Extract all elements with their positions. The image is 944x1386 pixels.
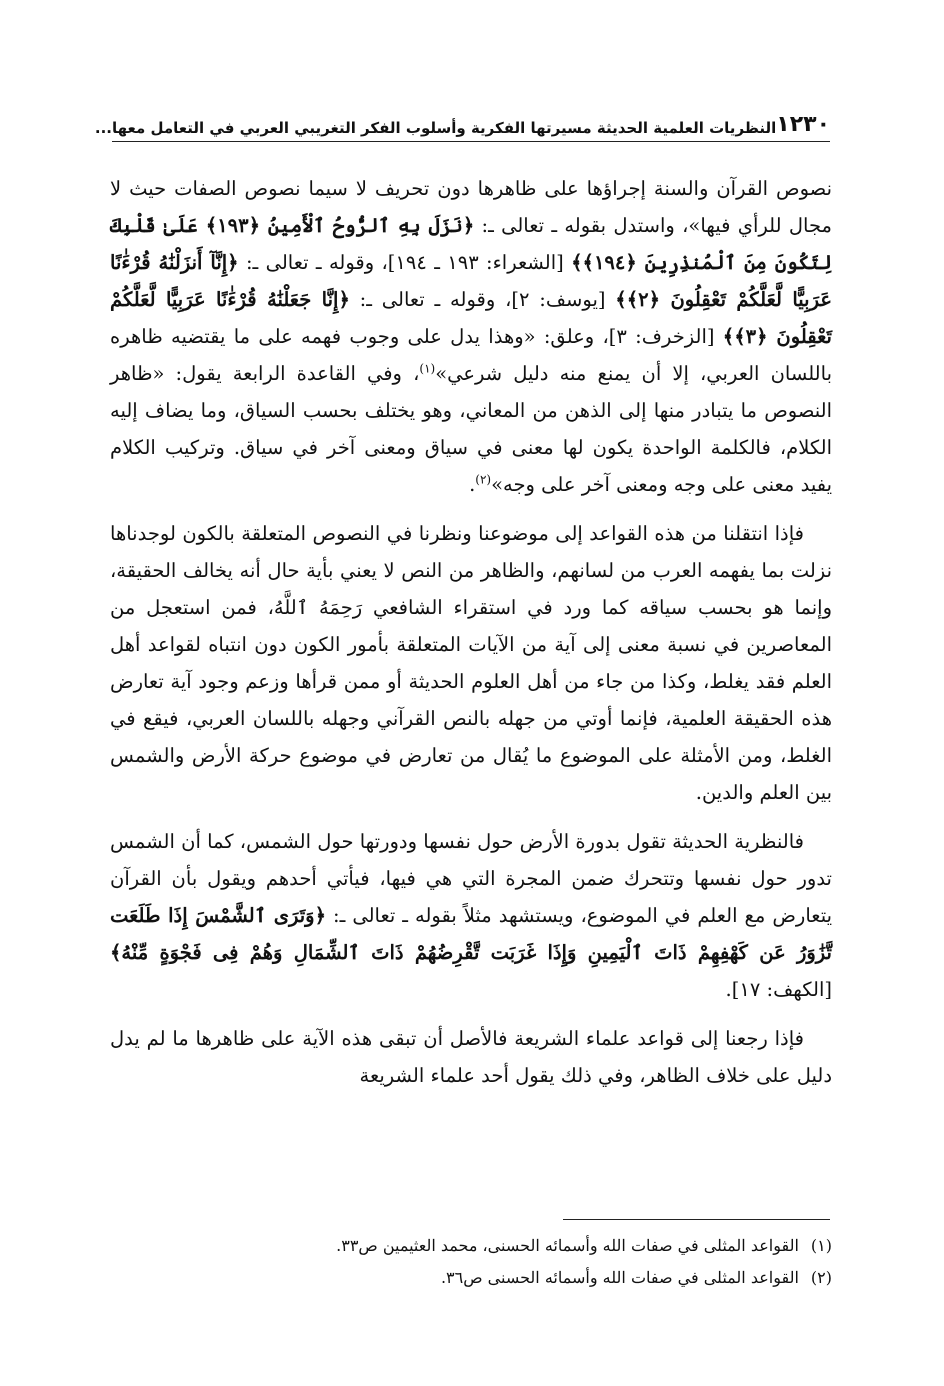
footnote-1 — [110, 1230, 832, 1262]
text-span: [الكهف: ١٧]. — [725, 978, 832, 1001]
paragraph-1 — [110, 170, 832, 503]
text-span: [يوسف: ٢]، وقوله ـ تعالى ـ: — [349, 288, 616, 311]
running-header — [94, 102, 830, 142]
running-title: النظريات العلمية الحديثة مسيرتها الفكرية وأسلوب الفكر التغريبي العربي في التعامل معها... — [94, 119, 777, 137]
text-span: [الشعراء: ١٩٣ ـ ١٩٤]، وقوله ـ تعالى ـ: — [238, 251, 572, 274]
footnote-text: القواعد المثلى في صفات الله وأسمائه الحسنى ص٣٦. — [440, 1268, 799, 1287]
footnote-divider — [563, 1219, 830, 1220]
footnote-ref-2[interactable]: (٢) — [475, 472, 492, 487]
text-span: نصوص القرآن والسنة إجراؤها على ظاهرها دون تحريف لا سيما نصوص الصفات حيث لا مجال للرأي فيها»، واستدل بقوله ـ تعالى ـ: — [110, 177, 832, 237]
footnotes — [110, 1230, 832, 1294]
text-span: . — [469, 473, 476, 496]
paragraph-2: فإذا انتقلنا من هذه القواعد إلى موضوعنا ونظرنا في النصوص المتعلقة بالكون لوجدناها نزلت بما يفهمه العرب من لسانهم، والظاهر من النص لا يعني بأية حال أنه يخالف الحقيقة، وإنما هو بحسب سياقه كما ورد في استقراء الشافعي رَحِمَهُ ٱللَّهُ، فمن استعجل من المعاصرين في نسبة معنى إلى آية من الآيات المتعلقة بأمور الكون دون انتباه لقواعد أهل العلم فقد يغلط، وكذا من جاء من أهل العلوم الحديثة أو ممن قرأها وزعم وجود آية تعارض هذه الحقيقة العلمية، فإنما أوتي من جهله بالنص القرآني وجهله باللسان العربي، فيقع في الغلط، ومن الأمثلة على الموضوع ما يُقال من تعارض في موضوع حركة الأرض والشمس بين العلم والدين. — [110, 522, 832, 804]
footnote-number: (١) — [810, 1236, 832, 1255]
quran-verse-yusuf: ﴿إِنَّآ أَنزَلْنَٰهُ قُرْءَٰنًا عَرَبِيًّا لَّعَلَّكُمْ تَعْقِلُونَ ﴿٢﴾﴾ — [110, 251, 832, 311]
footnote-text: القواعد المثلى في صفات الله وأسمائه الحسنى، محمد العثيمين ص٣٣. — [336, 1236, 799, 1255]
footnote-ref-1[interactable]: (١) — [419, 361, 436, 376]
paragraph-4: فإذا رجعنا إلى قواعد علماء الشريعة فالأصل أن تبقى هذه الآية على ظاهرها ما لم يدل دليل على خلاف الظاهر، وفي ذلك يقول أحد علماء الشريعة — [110, 1027, 832, 1087]
text-span: [الزخرف: ٣]، وعلق: «وهذا يدل على وجوب فهمه على ما يقتضيه ظاهره باللسان العربي، إلا أن يمنع منه دليل شرعي» — [110, 325, 832, 385]
quran-verse-ash-shuara: ﴿نَزَلَ بِهِ ٱلرُّوحُ ٱلْأَمِينُ ﴿١٩٣﴾ عَلَىٰ قَلْبِكَ لِتَكُونَ مِنَ ٱلْمُنذِرِينَ ﴿١٩٤﴾﴾ — [110, 214, 832, 274]
footnote-number: (٢) — [810, 1268, 832, 1287]
body-text — [110, 170, 832, 1106]
page-number: ١٢٣٠ — [776, 112, 830, 137]
quran-verse-az-zukhruf: ﴿إِنَّا جَعَلْنَٰهُ قُرْءَٰنًا عَرَبِيًّا لَّعَلَّكُمْ تَعْقِلُونَ ﴿٣﴾﴾ — [110, 288, 832, 348]
footnote-2 — [110, 1262, 832, 1294]
paragraph-3 — [110, 823, 832, 1008]
text-span: ، وفي القاعدة الرابعة يقول: «ظاهر النصوص ما يتبادر منها إلى الذهن من المعاني، وهو يختلف بحسب السياق، وما يضاف إليه الكلام، فالكلمة الواحدة يكون لها معنى في سياق ومعنى آخر في سياق. وتركيب الكلام يفيد معنى على وجه ومعنى آخر على وجه» — [110, 362, 832, 496]
quran-verse-al-kahf: ﴿وَتَرَى ٱلشَّمْسَ إِذَا طَلَعَت تَّزَٰوَرُ عَن كَهْفِهِمْ ذَاتَ ٱلْيَمِينِ وَإِذَا غَرَبَت تَّقْرِضُهُمْ ذَاتَ ٱلشِّمَالِ وَهُمْ فِى فَجْوَةٍ مِّنْهُ﴾ — [110, 904, 832, 964]
text-span: فالنظرية الحديثة تقول بدورة الأرض حول نفسها ودورتها حول الشمس، كما أن الشمس تدور حول نفسها وتتحرك ضمن المجرة التي هي فيها، فيأتي أحدهم ويقول بأن القرآن يتعارض مع العلم في الموضوع، ويستشهد مثلاً بقوله ـ تعالى ـ: — [110, 830, 833, 927]
